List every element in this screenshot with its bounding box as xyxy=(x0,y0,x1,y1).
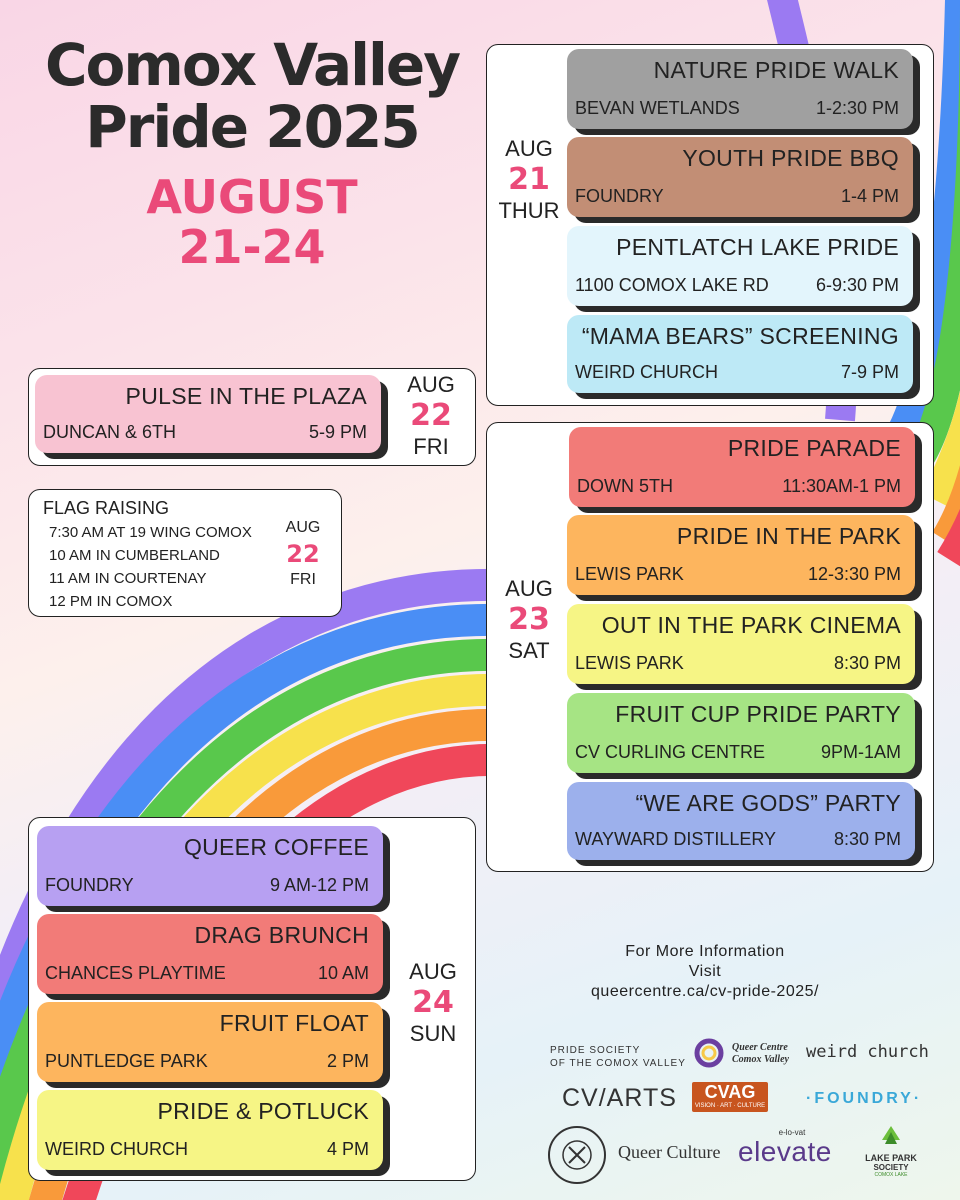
logo-text: OF THE COMOX VALLEY xyxy=(550,1058,686,1069)
event-name: PRIDE PARADE xyxy=(727,435,901,461)
event-location: WEIRD CHURCH xyxy=(45,1139,188,1159)
event-card[interactable] xyxy=(37,914,383,994)
event-card[interactable] xyxy=(37,1002,383,1082)
saturday-panel xyxy=(486,422,934,872)
queer-centre-logo xyxy=(694,1038,789,1073)
event-time: 9 AM-12 PM xyxy=(269,875,369,895)
logo-text: Comox Valley xyxy=(732,1054,789,1065)
event-time: 2 PM xyxy=(326,1051,369,1071)
event-card[interactable] xyxy=(35,375,381,453)
foundry-logo: ·FOUNDRY· xyxy=(806,1090,923,1107)
event-name: PRIDE & POTLUCK xyxy=(157,1098,369,1124)
lake-park-society-logo xyxy=(860,1124,922,1179)
event-name: QUEER COFFEE xyxy=(183,834,369,860)
friday-panel xyxy=(28,368,476,466)
flag-raising-line: 10 AM IN CUMBERLAND xyxy=(49,547,220,564)
date-range: 21-24 xyxy=(178,220,326,274)
downtown-courtenay-logo xyxy=(548,1126,606,1184)
event-name: YOUTH PRIDE BBQ xyxy=(682,145,899,171)
day-month: AUG xyxy=(285,519,321,536)
event-name: FRUIT CUP PRIDE PARTY xyxy=(615,701,901,727)
event-card[interactable] xyxy=(567,315,913,393)
saturday-day-label xyxy=(491,575,567,665)
event-location: 1100 COMOX LAKE RD xyxy=(575,275,769,295)
day-of-week: FRI xyxy=(413,434,449,459)
event-name: NATURE PRIDE WALK xyxy=(653,57,899,83)
event-card[interactable] xyxy=(569,427,915,507)
logo-text: elevate xyxy=(738,1136,832,1167)
logo-text: VISION · ART · CULTURE xyxy=(694,1103,766,1109)
event-name: PRIDE IN THE PARK xyxy=(676,523,901,549)
event-name: “WE ARE GODS” PARTY xyxy=(635,790,901,816)
logo-text: PRIDE SOCIETY xyxy=(550,1045,641,1056)
day-month: AUG xyxy=(505,576,553,601)
thursday-panel xyxy=(486,44,934,406)
logo-text: e-lo-vat xyxy=(778,1128,806,1137)
event-location: BEVAN WETLANDS xyxy=(575,98,740,118)
event-name: FRUIT FLOAT xyxy=(219,1010,369,1036)
event-name: DRAG BRUNCH xyxy=(194,922,369,948)
event-time: 12-3:30 PM xyxy=(807,564,901,584)
title-line-1: Comox Valley xyxy=(44,31,460,99)
logo-text: CVAG xyxy=(704,1082,756,1102)
event-card[interactable] xyxy=(567,515,915,595)
event-card[interactable] xyxy=(37,826,383,906)
event-card[interactable] xyxy=(567,604,915,684)
day-of-week: SUN xyxy=(409,1021,457,1046)
queer-centre-icon xyxy=(694,1038,728,1068)
event-location: DOWN 5TH xyxy=(577,476,673,496)
event-time: 8:30 PM xyxy=(833,829,901,849)
info-line-2: Visit xyxy=(688,963,722,980)
event-time: 6-9:30 PM xyxy=(815,275,899,295)
tree-icon xyxy=(876,1124,906,1148)
day-month: AUG xyxy=(505,136,553,161)
day-month: AUG xyxy=(409,959,457,984)
weird-church-logo: weird church xyxy=(806,1042,929,1062)
day-number: 24 xyxy=(412,985,454,1020)
day-of-week: THUR xyxy=(498,198,560,223)
crossed-arrows-icon xyxy=(550,1128,604,1182)
logo-text: SOCIETY xyxy=(873,1163,909,1172)
info-line-1: For More Information xyxy=(625,943,785,960)
cvag-logo xyxy=(692,1082,768,1112)
flag-raising-day-label xyxy=(275,516,331,592)
cvarts-logo: CV/ARTS xyxy=(562,1084,677,1112)
day-number: 22 xyxy=(410,398,452,433)
event-name: OUT IN THE PARK CINEMA xyxy=(601,612,901,638)
event-card[interactable] xyxy=(567,226,913,306)
day-of-week: FRI xyxy=(290,571,316,588)
queer-culture-logo: Queer Culture xyxy=(618,1142,721,1162)
event-time: 1-4 PM xyxy=(840,186,899,206)
sunday-day-label xyxy=(395,958,471,1048)
elevate-logo xyxy=(738,1128,846,1167)
event-name: “MAMA BEARS” SCREENING xyxy=(581,323,899,349)
logo-text: LAKE PARK xyxy=(865,1153,917,1163)
event-card[interactable] xyxy=(567,49,913,129)
flag-raising-panel xyxy=(28,489,342,617)
flag-raising-line: 7:30 AM AT 19 WING COMOX xyxy=(49,524,252,541)
event-location: WAYWARD DISTILLERY xyxy=(575,829,777,849)
event-name: PULSE IN THE PLAZA xyxy=(125,383,367,409)
thursday-day-label xyxy=(491,135,567,225)
event-time: 9PM-1AM xyxy=(820,742,901,762)
event-card[interactable] xyxy=(37,1090,383,1170)
event-location: CV CURLING CENTRE xyxy=(575,742,766,762)
event-card[interactable] xyxy=(567,693,915,773)
logo-text: COMOX LAKE xyxy=(874,1172,908,1178)
page-title xyxy=(22,31,482,161)
date-month: AUGUST xyxy=(146,170,358,224)
sunday-panel xyxy=(28,817,476,1181)
event-time: 7-9 PM xyxy=(840,362,899,382)
day-of-week: SAT xyxy=(508,638,550,663)
event-location: WEIRD CHURCH xyxy=(575,362,718,382)
flag-raising-title: FLAG RAISING xyxy=(43,498,170,518)
event-location: LEWIS PARK xyxy=(575,653,684,673)
event-location: DUNCAN & 6TH xyxy=(43,422,177,442)
day-number: 23 xyxy=(508,602,550,637)
event-time: 8:30 PM xyxy=(833,653,901,673)
event-location: FOUNDRY xyxy=(45,875,134,895)
title-line-2: Pride 2025 xyxy=(85,93,419,161)
more-info xyxy=(560,942,850,1002)
logo-text: Queer Centre xyxy=(732,1042,788,1053)
flag-raising-line: 12 PM IN COMOX xyxy=(49,593,173,610)
pride-society-logo xyxy=(550,1044,686,1070)
event-location: CHANCES PLAYTIME xyxy=(45,963,226,983)
flag-raising-line: 11 AM IN COURTENAY xyxy=(49,570,207,587)
event-time: 1-2:30 PM xyxy=(815,98,899,118)
day-month: AUG xyxy=(407,372,455,397)
event-card[interactable] xyxy=(567,782,915,860)
event-card[interactable] xyxy=(567,137,913,217)
event-time: 11:30AM-1 PM xyxy=(782,476,901,496)
event-time: 10 AM xyxy=(317,963,369,983)
event-time: 5-9 PM xyxy=(308,422,367,442)
info-url-link[interactable]: queercentre.ca/cv-pride-2025/ xyxy=(591,983,819,1000)
event-name: PENTLATCH LAKE PRIDE xyxy=(616,234,899,260)
event-time: 4 PM xyxy=(326,1139,369,1159)
event-location: LEWIS PARK xyxy=(575,564,684,584)
day-number: 22 xyxy=(286,540,320,568)
event-location: PUNTLEDGE PARK xyxy=(45,1051,208,1071)
friday-day-label xyxy=(393,371,469,461)
event-location: FOUNDRY xyxy=(575,186,664,206)
day-number: 21 xyxy=(508,162,550,197)
